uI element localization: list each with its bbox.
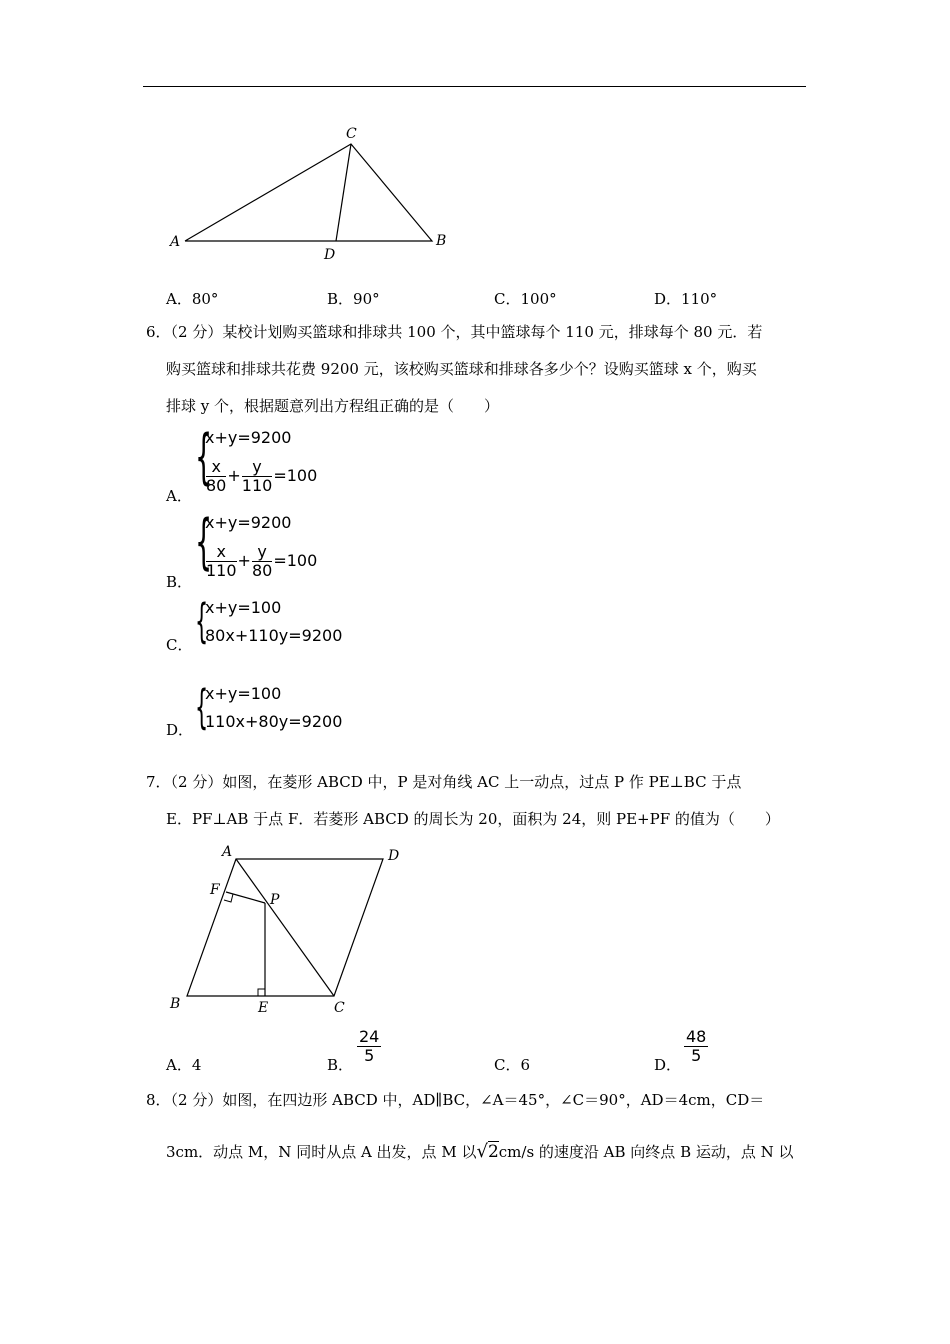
q5-option-b[interactable]: B．90° bbox=[327, 290, 380, 308]
q6-line-3: 排球 y 个，根据题意列出方程组正确的是（ ） bbox=[166, 397, 500, 415]
q7-option-a[interactable]: A．4 bbox=[166, 1056, 202, 1074]
q6-option-d-key[interactable]: D． bbox=[166, 721, 194, 739]
label-d: D bbox=[324, 247, 336, 263]
q7-line-1: 7．（2 分）如图，在菱形 ABCD 中，P 是对角线 AC 上一动点，过点 P 作 PE⊥BC 于点 bbox=[146, 773, 742, 791]
label-a: A bbox=[222, 844, 233, 860]
q7-rhombus-figure bbox=[160, 838, 420, 1018]
q6-option-c-system: { x+y=100 80x+110y=9200 bbox=[195, 594, 343, 648]
label-d: D bbox=[388, 848, 400, 864]
brace-icon: { bbox=[195, 507, 213, 577]
q8-line-1: 8．（2 分）如图，在四边形 ABCD 中，AD∥BC，∠A＝45°，∠C＝90°，AD＝4cm，CD＝ bbox=[146, 1091, 765, 1109]
q8-line-2: 3cm．动点 M，N 同时从点 A 出发，点 M 以√2cm/s 的速度沿 AB 向终点 B 运动，点 N 以 bbox=[166, 1141, 794, 1162]
q6-option-c-key[interactable]: C． bbox=[166, 636, 193, 654]
q7-option-d-fraction: $\frac{48}{5}$ bbox=[686, 1027, 707, 1065]
label-p: P bbox=[270, 892, 280, 908]
q5-triangle-figure bbox=[160, 120, 460, 265]
q6-option-a-key[interactable]: A． bbox=[166, 487, 192, 505]
label-c: C bbox=[334, 1000, 345, 1016]
q7-line-2: E．PF⊥AB 于点 F．若菱形 ABCD 的周长为 20，面积为 24，则 PE+PF 的值为（ ） bbox=[166, 810, 780, 828]
label-a: A bbox=[170, 234, 181, 250]
label-f: F bbox=[210, 882, 220, 898]
q7-option-d[interactable]: D． bbox=[654, 1056, 682, 1074]
label-c: C bbox=[346, 126, 357, 142]
brace-icon: { bbox=[195, 680, 209, 734]
q6-option-a-system: { x+y=9200 $\frac{x}{80}$ + $\frac{y}{110}$ =100 bbox=[195, 422, 318, 495]
q5-option-c[interactable]: C．100° bbox=[494, 290, 557, 308]
q7-option-c[interactable]: C．6 bbox=[494, 1056, 531, 1074]
label-b: B bbox=[436, 233, 447, 249]
q7-option-b[interactable]: B． bbox=[327, 1056, 354, 1074]
label-e: E bbox=[258, 1000, 269, 1016]
brace-icon: { bbox=[195, 422, 213, 492]
q6-option-b-key[interactable]: B． bbox=[166, 573, 193, 591]
q6-option-b-system: { x+y=9200 $\frac{x}{110}$ + $\frac{y}{80}$ =100 bbox=[195, 507, 318, 580]
brace-icon: { bbox=[195, 594, 209, 648]
header-rule bbox=[143, 86, 806, 87]
q6-option-d-system: { x+y=100 110x+80y=9200 bbox=[195, 680, 343, 734]
label-b: B bbox=[170, 996, 181, 1012]
q6-line-1: 6．（2 分）某校计划购买篮球和排球共 100 个，其中篮球每个 110 元，排球每个 80 元．若 bbox=[146, 323, 763, 341]
q6-line-2: 购买篮球和排球共花费 9200 元，该校购买篮球和排球各多少个？设购买篮球 x 个，购买 bbox=[166, 360, 757, 378]
sqrt-symbol: √ bbox=[476, 1141, 488, 1162]
q5-option-d[interactable]: D．110° bbox=[654, 290, 718, 308]
q7-option-b-fraction: $\frac{24}{5}$ bbox=[359, 1027, 380, 1065]
q5-option-a[interactable]: A．80° bbox=[166, 290, 219, 308]
